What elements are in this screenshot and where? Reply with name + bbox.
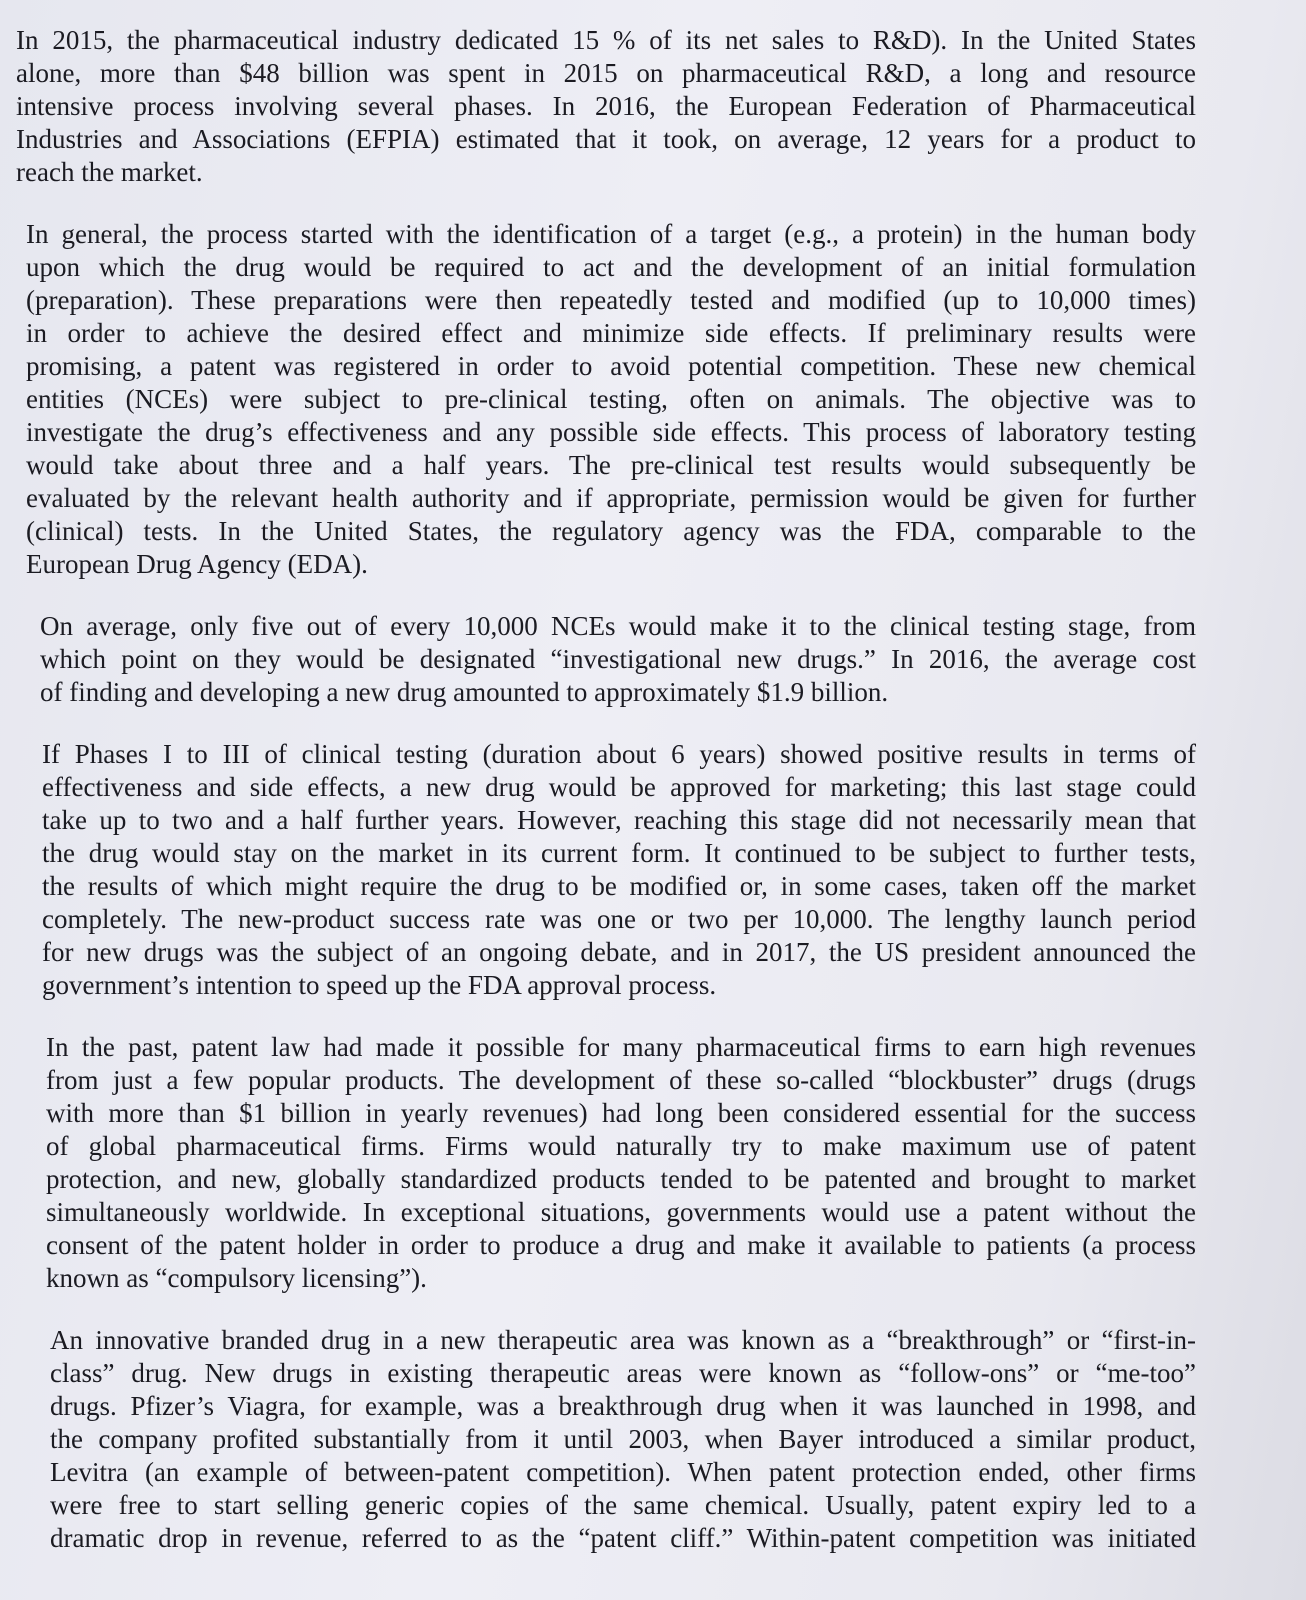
text-line: simultaneously worldwide. In exceptional situations, governments would use a patent without the (46, 1197, 1196, 1227)
text-line: effectiveness and side effects, a new drug would be approved for marketing; this last stage could (42, 772, 1196, 802)
text-line: (clinical) tests. In the United States, the regulatory agency was the FDA, comparable to the (26, 516, 1196, 546)
text-line: would take about three and a half years. The pre-clinical test results would subsequently be (26, 450, 1196, 480)
text-line: European Drug Agency (EDA). (26, 549, 368, 579)
text-line: drugs. Pfizer’s Viagra, for example, was a breakthrough drug when it was launched in 1998, and (50, 1391, 1196, 1421)
text-line: the company profited substantially from it until 2003, when Bayer introduced a similar product, (50, 1424, 1196, 1454)
paragraph-breakthrough-drugs (50, 1324, 1196, 1555)
text-line: reach the market. (16, 157, 203, 187)
text-line: from just a few popular products. The development of these so-called “blockbuster” drugs (drugs (46, 1065, 1196, 1095)
paragraph-patent-law (46, 1031, 1196, 1295)
text-line: of finding and developing a new drug amounted to approximately $1.9 billion. (40, 677, 889, 707)
text-line: of global pharmaceutical firms. Firms would naturally try to make maximum use of patent (46, 1131, 1196, 1161)
text-line: (preparation). These preparations were then repeatedly tested and modified (up to 10,000 times) (26, 285, 1196, 315)
text-line: Levitra (an example of between-patent competition). When patent protection ended, other firms (50, 1457, 1196, 1487)
text-line: Industries and Associations (EFPIA) estimated that it took, on average, 12 years for a product to (16, 124, 1196, 154)
text-line: intensive process involving several phases. In 2016, the European Federation of Pharmaceutical (16, 91, 1196, 121)
text-line: with more than $1 billion in yearly revenues) had long been considered essential for the success (46, 1098, 1196, 1128)
text-line: consent of the patent holder in order to produce a drug and make it available to patients (a process (46, 1230, 1196, 1260)
paragraph-rd-spending (16, 24, 1196, 189)
text-line: class” drug. New drugs in existing therapeutic areas were known as “follow-ons” or “me-too” (50, 1358, 1196, 1388)
text-line: which point on they would be designated “investigational new drugs.” In 2016, the average cost (40, 644, 1196, 674)
text-line: take up to two and a half further years. However, reaching this stage did not necessarily mean that (42, 805, 1196, 835)
text-line: entities (NCEs) were subject to pre-clinical testing, often on animals. The objective was to (26, 384, 1196, 414)
paragraph-nce-clinical-stage (40, 610, 1196, 709)
text-line: If Phases I to III of clinical testing (duration about 6 years) showed positive results in terms of (42, 739, 1196, 769)
text-line: for new drugs was the subject of an ongoing debate, and in 2017, the US president announced the (42, 937, 1196, 967)
paragraph-clinical-phases (42, 738, 1196, 1002)
text-line: protection, and new, globally standardized products tended to be patented and brought to market (46, 1164, 1196, 1194)
text-line: the results of which might require the drug to be modified or, in some cases, taken off the market (42, 871, 1196, 901)
text-line: evaluated by the relevant health authority and if appropriate, permission would be given for further (26, 483, 1196, 513)
text-line: the drug would stay on the market in its current form. It continued to be subject to further tests, (42, 838, 1196, 868)
paragraph-development-process (26, 218, 1196, 581)
text-line: in order to achieve the desired effect and minimize side effects. If preliminary results were (26, 318, 1196, 348)
text-line: In the past, patent law had made it possible for many pharmaceutical firms to earn high revenues (46, 1032, 1196, 1062)
text-line: were free to start selling generic copies of the same chemical. Usually, patent expiry led to a (50, 1490, 1196, 1520)
text-line: On average, only five out of every 10,000 NCEs would make it to the clinical testing stage, from (40, 611, 1196, 641)
text-line: promising, a patent was registered in order to avoid potential competition. These new chemical (26, 351, 1196, 381)
text-line: upon which the drug would be required to act and the development of an initial formulation (26, 252, 1196, 282)
text-line: government’s intention to speed up the FDA approval process. (42, 970, 717, 1000)
text-line: completely. The new-product success rate was one or two per 10,000. The lengthy launch period (42, 904, 1196, 934)
text-line: alone, more than $48 billion was spent in 2015 on pharmaceutical R&D, a long and resource (16, 58, 1196, 88)
text-line: known as “compulsory licensing”). (46, 1263, 427, 1293)
text-line: dramatic drop in revenue, referred to as the “patent cliff.” Within-patent competition was initiated (50, 1523, 1196, 1553)
text-line: In 2015, the pharmaceutical industry dedicated 15 % of its net sales to R&D). In the United States (16, 25, 1196, 55)
text-line: An innovative branded drug in a new therapeutic area was known as a “breakthrough” or “first-in- (50, 1325, 1196, 1355)
text-line: In general, the process started with the identification of a target (e.g., a protein) in the human body (26, 219, 1196, 249)
text-line: investigate the drug’s effectiveness and any possible side effects. This process of laboratory testing (26, 417, 1196, 447)
